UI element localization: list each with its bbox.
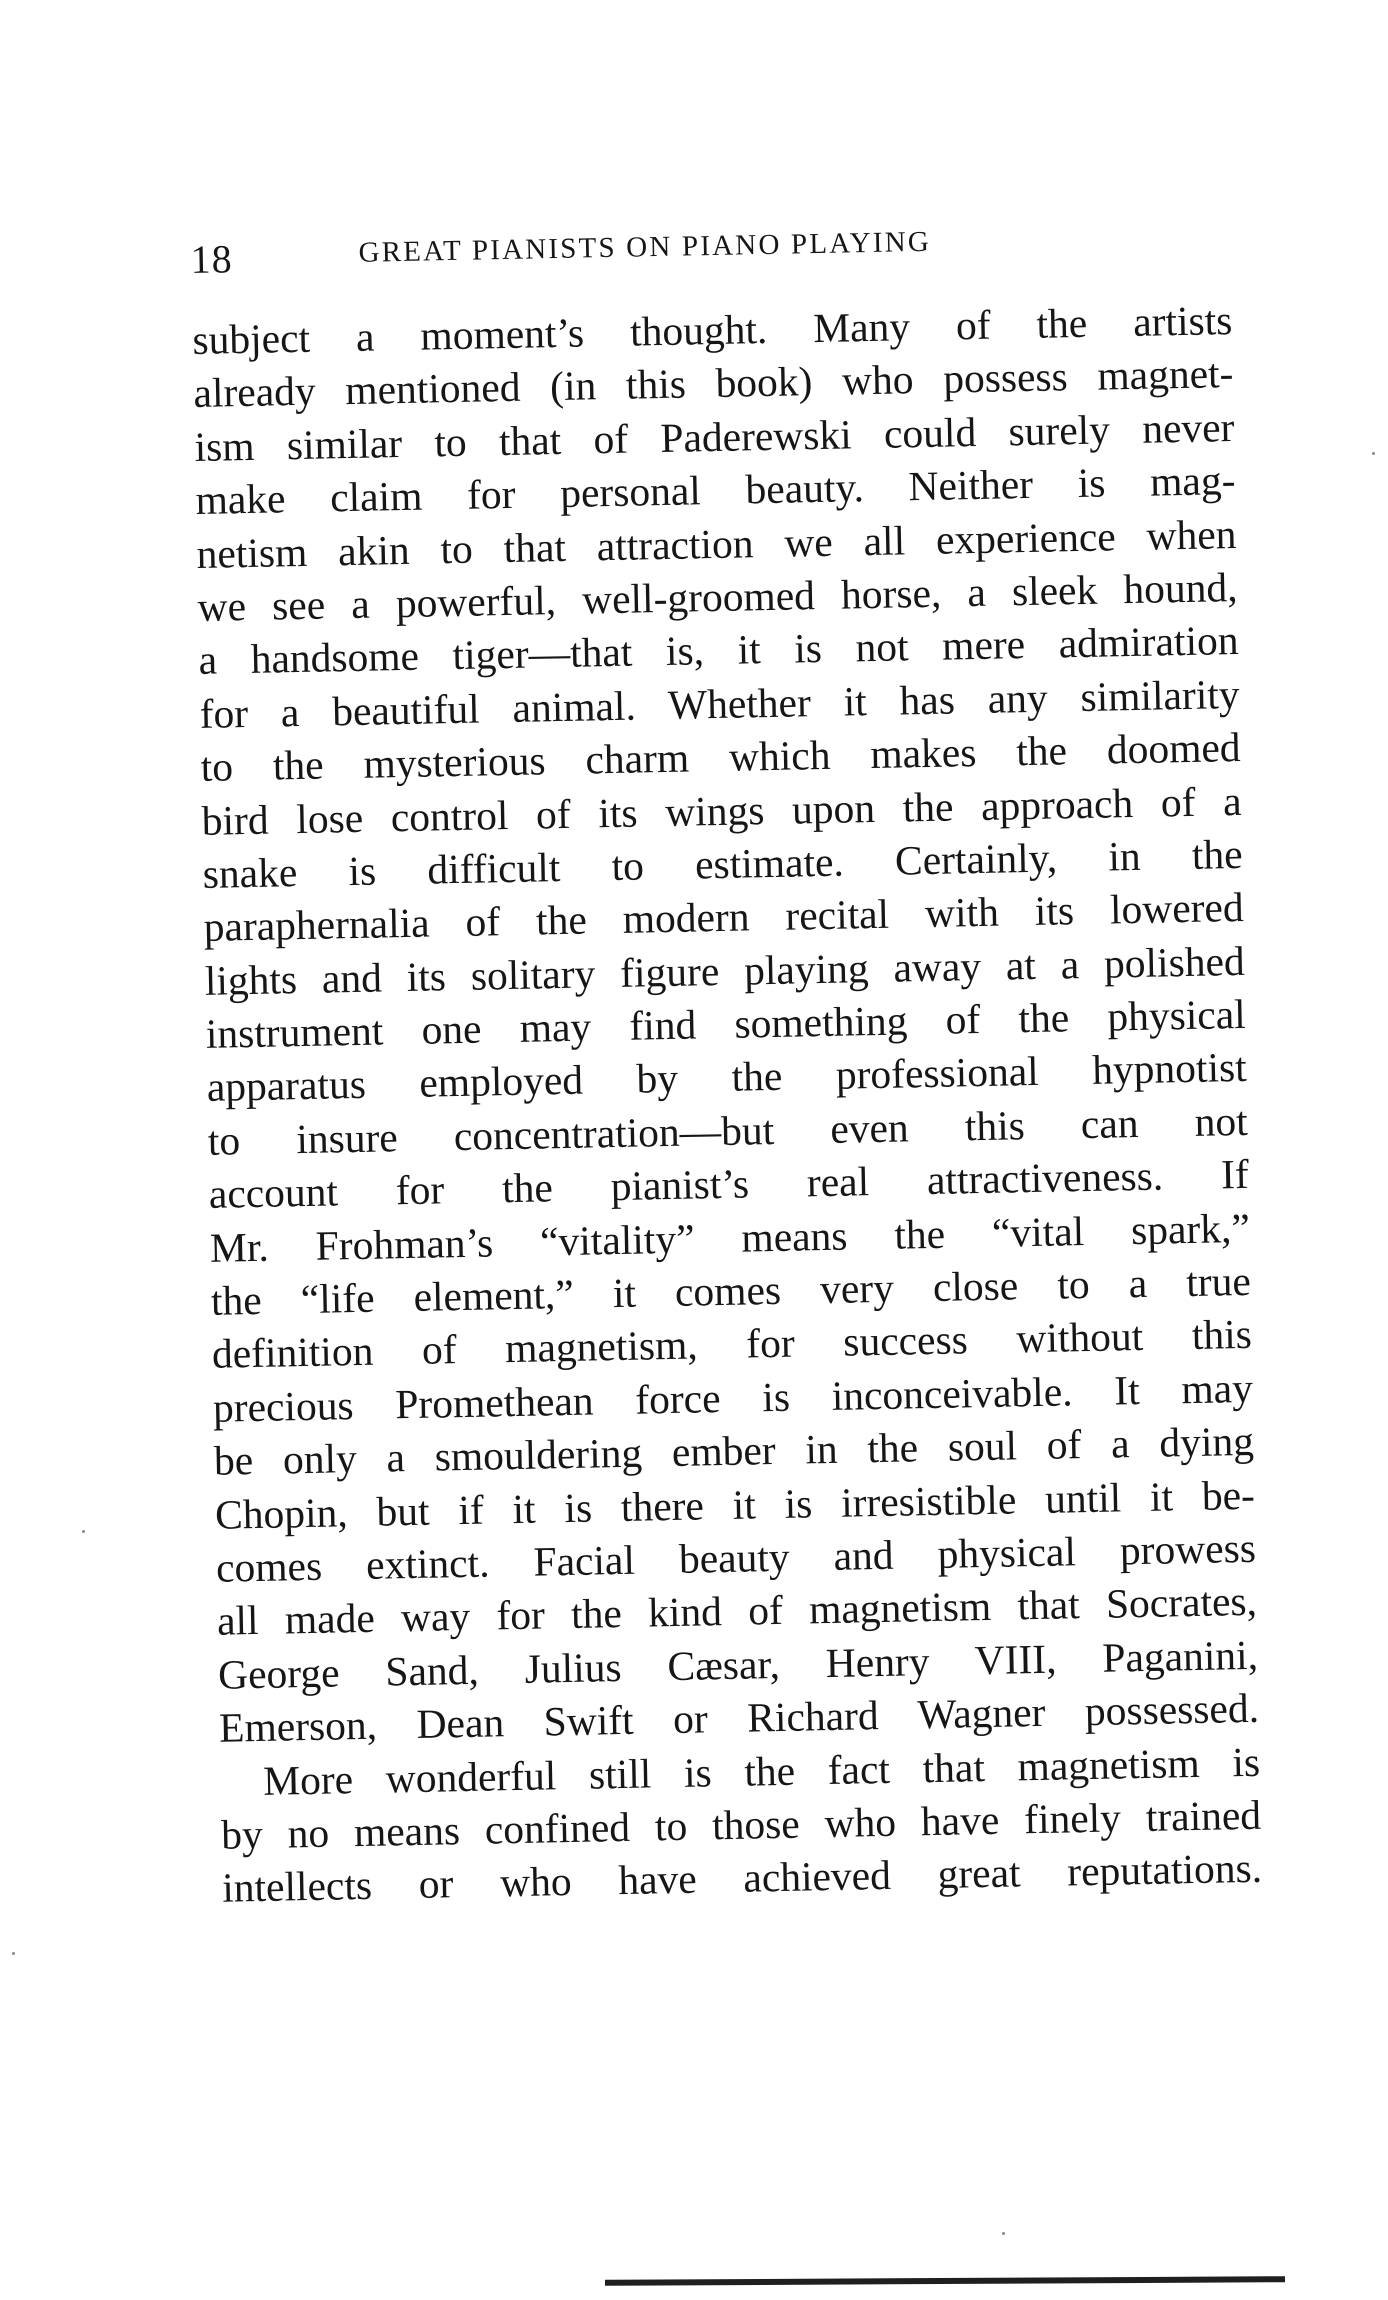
text-line: the “life element,” it comes very close to a true xyxy=(210,1257,1252,1324)
text-line: already mentioned (in this book) who possess magnet- xyxy=(193,350,1234,417)
body-text xyxy=(192,294,1263,1915)
text-line: lights and its solitary figure playing away at a polished xyxy=(204,937,1246,1004)
page-number: 18 xyxy=(190,236,234,282)
text-line: George Sand, Julius Cæsar, Henry VIII, Paganini, xyxy=(217,1631,1259,1698)
text-line: all made way for the kind of magnetism that Socrates, xyxy=(216,1578,1258,1645)
text-line: by no means confined to those who have finely trained xyxy=(220,1791,1262,1858)
running-head xyxy=(190,210,1041,286)
text-line: for a beautiful animal. Whether it has any similarity xyxy=(199,670,1240,737)
text-line: ism similar to that of Paderewski could surely never xyxy=(194,403,1235,470)
paper-speck xyxy=(82,1530,85,1533)
text-line: apparatus employed by the professional hypnotist xyxy=(206,1044,1248,1111)
text-line: to insure concentration—but even this can not xyxy=(207,1097,1249,1164)
paper-speck xyxy=(1372,452,1375,455)
text-line-paragraph-start: More wonderful still is the fact that magnetism is xyxy=(262,1738,1261,1804)
text-line: comes extinct. Facial beauty and physical prowess xyxy=(215,1524,1257,1591)
text-line: intellects or who have achieved great reputations. xyxy=(221,1845,1263,1912)
text-line: snake is difficult to estimate. Certainly, in the xyxy=(202,830,1243,897)
text-line: account for the pianist’s real attractiveness. If xyxy=(208,1151,1250,1218)
text-line: Mr. Frohman’s “vitality” means the “vital spark,” xyxy=(209,1204,1251,1271)
text-line: definition of magnetism, for success without this xyxy=(211,1311,1253,1378)
text-line: we see a powerful, well-groomed horse, a sleek hound, xyxy=(197,563,1238,630)
text-line: netism akin to that attraction we all experience when xyxy=(196,510,1237,577)
text-line: make claim for personal beauty. Neither is mag- xyxy=(195,457,1236,524)
text-line: be only a smouldering ember in the soul of a dying xyxy=(213,1418,1255,1484)
text-line: subject a moment’s thought. Many of the artists xyxy=(192,297,1233,363)
bottom-edge-rule xyxy=(605,2276,1285,2286)
text-line: a handsome tiger—that is, it is not mere admiration xyxy=(198,617,1239,684)
text-line: bird lose control of its wings upon the approach of a xyxy=(201,777,1242,844)
text-line: instrument one may find something of the physical xyxy=(205,990,1247,1057)
running-title: GREAT PIANISTS ON PIANO PLAYING xyxy=(358,225,932,269)
text-line: paraphernalia of the modern recital with its lowered xyxy=(203,884,1245,951)
text-line: to the mysterious charm which makes the doomed xyxy=(200,724,1241,791)
text-line: Chopin, but if it is there it is irresistible until it be- xyxy=(214,1471,1256,1538)
text-line: precious Promethean force is inconceivable. It may xyxy=(212,1364,1254,1431)
paper-speck xyxy=(1002,2232,1005,2235)
text-line: Emerson, Dean Swift or Richard Wagner possessed. xyxy=(218,1684,1260,1751)
paper-speck xyxy=(12,1952,15,1955)
